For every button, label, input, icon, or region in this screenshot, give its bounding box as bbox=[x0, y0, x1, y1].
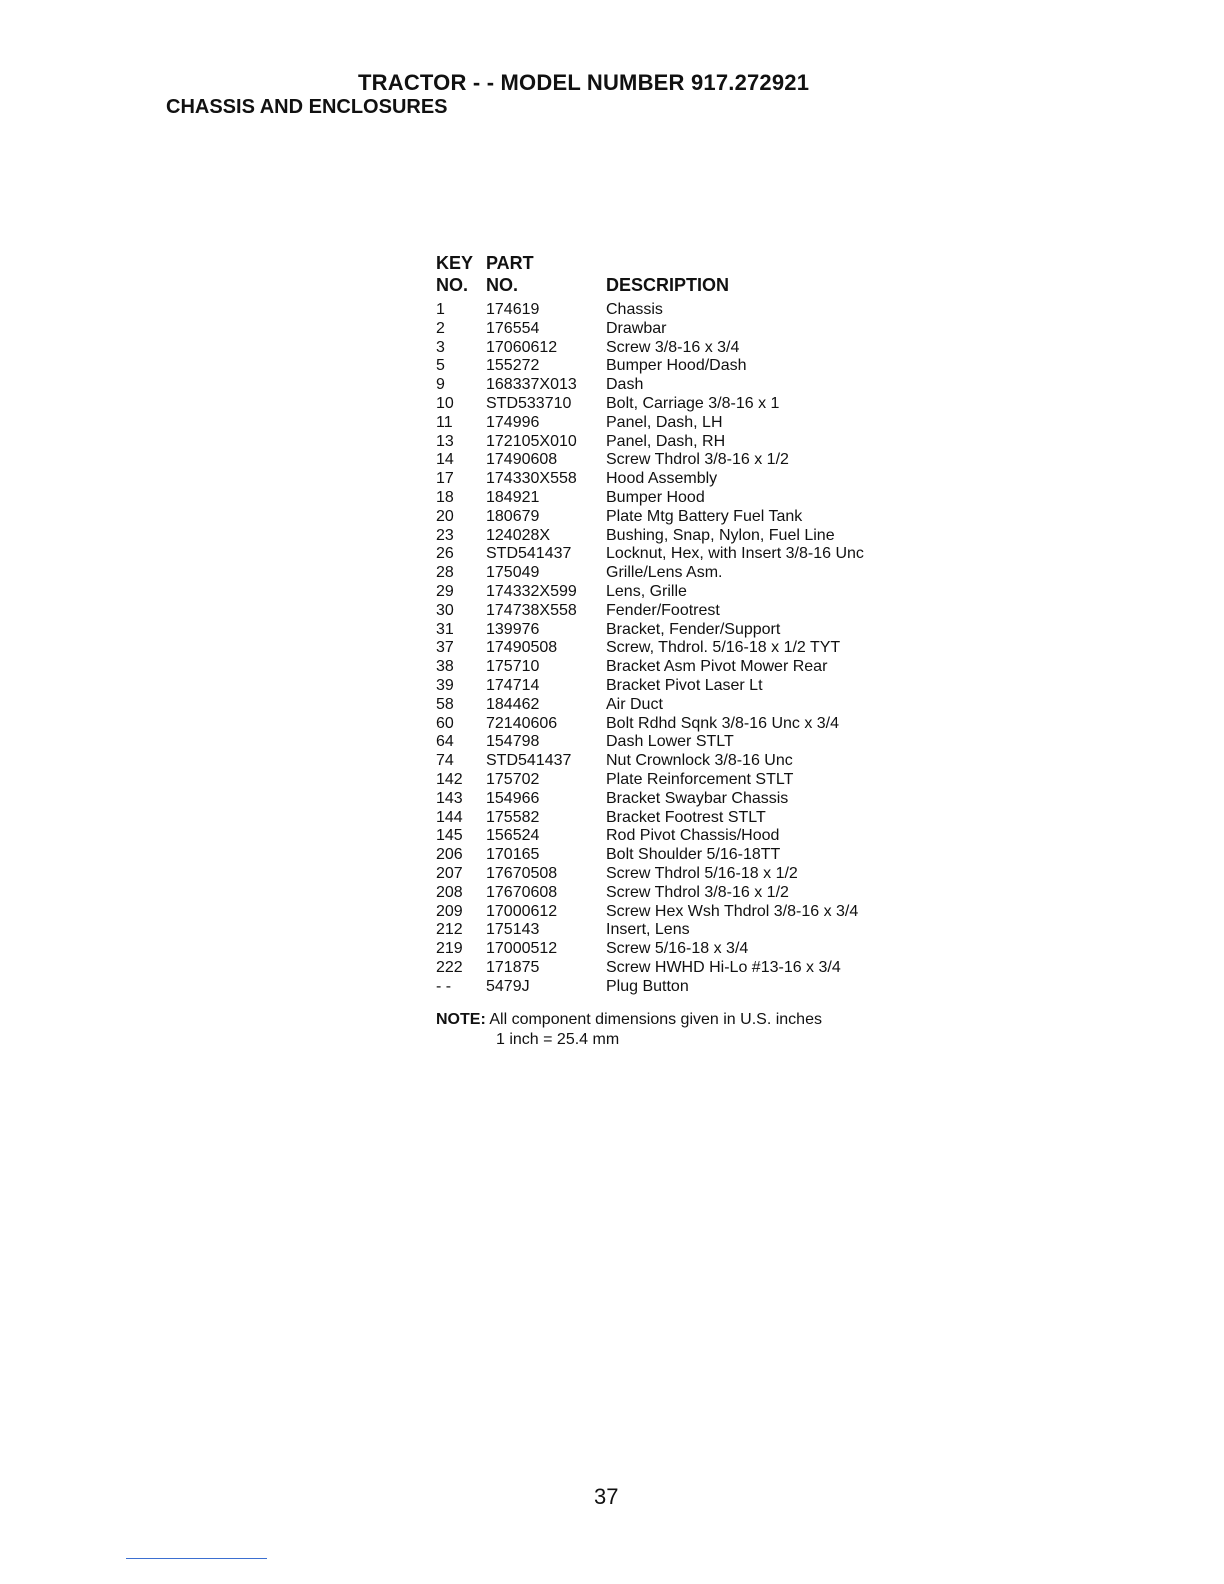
key-no: 60 bbox=[436, 714, 454, 732]
description: Bracket Pivot Laser Lt bbox=[606, 676, 763, 694]
description: Dash bbox=[606, 376, 644, 394]
description: Air Duct bbox=[606, 695, 663, 713]
key-no: 37 bbox=[436, 639, 454, 657]
part-no: 17000512 bbox=[486, 940, 558, 958]
part-no: STD533710 bbox=[486, 394, 572, 412]
header-part-line1: PART bbox=[486, 253, 534, 273]
key-no: 207 bbox=[436, 864, 463, 882]
key-no: 212 bbox=[436, 921, 463, 939]
key-no: 2 bbox=[436, 319, 445, 337]
description: Screw Hex Wsh Thdrol 3/8-16 x 3/4 bbox=[606, 902, 859, 920]
part-no: 154798 bbox=[486, 733, 540, 751]
part-no: 139976 bbox=[486, 620, 540, 638]
note-label: NOTE: bbox=[436, 1011, 486, 1028]
part-no: 174332X599 bbox=[486, 582, 577, 600]
key-no: 38 bbox=[436, 658, 454, 676]
description: Screw HWHD Hi-Lo #13-16 x 3/4 bbox=[606, 958, 841, 976]
key-no: 145 bbox=[436, 827, 463, 845]
key-no: 206 bbox=[436, 846, 463, 864]
description: Fender/Footrest bbox=[606, 601, 720, 619]
page-number: 37 bbox=[594, 1484, 619, 1509]
description: Hood Assembly bbox=[606, 470, 718, 488]
part-no: 172105X010 bbox=[486, 432, 577, 450]
page-title: TRACTOR - - MODEL NUMBER 917.272921 bbox=[358, 70, 810, 95]
part-no: 174619 bbox=[486, 301, 540, 318]
description: Panel, Dash, RH bbox=[606, 432, 726, 450]
description: Locknut, Hex, with Insert 3/8-16 Unc bbox=[606, 545, 864, 563]
key-no: 28 bbox=[436, 564, 454, 582]
description: Rod Pivot Chassis/Hood bbox=[606, 827, 780, 845]
key-no: 1 bbox=[436, 301, 445, 318]
key-no: 13 bbox=[436, 432, 454, 450]
part-no: 17490508 bbox=[486, 639, 558, 657]
part-no: 170165 bbox=[486, 846, 540, 864]
part-no: 174714 bbox=[486, 676, 540, 694]
key-no: 3 bbox=[436, 338, 445, 356]
description: Bracket Footrest STLT bbox=[606, 808, 766, 826]
key-no: 23 bbox=[436, 526, 454, 544]
key-no: 18 bbox=[436, 488, 454, 506]
key-no: 142 bbox=[436, 770, 463, 788]
key-no: 20 bbox=[436, 507, 454, 525]
description: Screw Thdrol 5/16-18 x 1/2 bbox=[606, 864, 798, 882]
part-no: 174996 bbox=[486, 413, 540, 431]
key-no: 17 bbox=[436, 470, 454, 488]
key-no: 219 bbox=[436, 940, 463, 958]
part-no: 17000612 bbox=[486, 902, 558, 920]
key-no: 14 bbox=[436, 451, 454, 469]
description: Grille/Lens Asm. bbox=[606, 564, 723, 582]
description: Plug Button bbox=[606, 977, 689, 995]
part-no: 17670508 bbox=[486, 864, 558, 882]
description: Screw 5/16-18 x 3/4 bbox=[606, 940, 749, 958]
part-no: 175049 bbox=[486, 564, 540, 582]
part-no: 184462 bbox=[486, 695, 540, 713]
part-no: 180679 bbox=[486, 507, 540, 525]
description: Bracket Asm Pivot Mower Rear bbox=[606, 658, 828, 676]
description: Bracket, Fender/Support bbox=[606, 620, 781, 638]
description: Dash Lower STLT bbox=[606, 733, 734, 751]
key-no: 5 bbox=[436, 357, 445, 375]
key-no: 74 bbox=[436, 752, 454, 770]
header-key-line1: KEY bbox=[436, 253, 474, 273]
part-no: 155272 bbox=[486, 357, 540, 375]
footer-rule bbox=[126, 1558, 267, 1559]
description: Bumper Hood/Dash bbox=[606, 357, 747, 375]
description: Screw Thdrol 3/8-16 x 1/2 bbox=[606, 451, 789, 469]
key-no: 26 bbox=[436, 545, 454, 563]
note-conversion: 1 inch = 25.4 mm bbox=[496, 1031, 620, 1048]
description: Screw Thdrol 3/8-16 x 1/2 bbox=[606, 883, 789, 901]
description: Bushing, Snap, Nylon, Fuel Line bbox=[606, 526, 835, 544]
key-no: 30 bbox=[436, 601, 454, 619]
key-no: 31 bbox=[436, 620, 454, 638]
header-description: DESCRIPTION bbox=[606, 275, 730, 295]
key-no: 11 bbox=[436, 413, 453, 431]
part-no: 17060612 bbox=[486, 338, 558, 356]
description: Bumper Hood bbox=[606, 488, 705, 506]
part-no: 154966 bbox=[486, 789, 540, 807]
part-no: 174738X558 bbox=[486, 601, 577, 619]
header-part-line2: NO. bbox=[486, 275, 519, 295]
description: Chassis bbox=[606, 301, 663, 318]
description: Drawbar bbox=[606, 319, 667, 337]
key-no: 39 bbox=[436, 676, 454, 694]
header-key-line2: NO. bbox=[436, 275, 469, 295]
note bbox=[436, 1010, 822, 1050]
key-no: 209 bbox=[436, 902, 463, 920]
key-no: 58 bbox=[436, 695, 454, 713]
key-no: 208 bbox=[436, 883, 463, 901]
part-no: 17490608 bbox=[486, 451, 558, 469]
key-no: 10 bbox=[436, 394, 454, 412]
description: Bolt Shoulder 5/16-18TT bbox=[606, 846, 781, 864]
description: Plate Reinforcement STLT bbox=[606, 770, 794, 788]
description: Bolt Rdhd Sqnk 3/8-16 Unc x 3/4 bbox=[606, 714, 840, 732]
description: Screw, Thdrol. 5/16-18 x 1/2 TYT bbox=[606, 639, 841, 657]
description: Nut Crownlock 3/8-16 Unc bbox=[606, 752, 793, 770]
part-no: 175702 bbox=[486, 770, 540, 788]
description: Bracket Swaybar Chassis bbox=[606, 789, 789, 807]
key-no: 143 bbox=[436, 789, 463, 807]
key-no: 9 bbox=[436, 376, 445, 394]
part-no: 124028X bbox=[486, 526, 551, 544]
part-no: 5479J bbox=[486, 977, 530, 995]
key-no: - - bbox=[436, 977, 452, 995]
description: Bolt, Carriage 3/8-16 x 1 bbox=[606, 394, 780, 412]
description: Plate Mtg Battery Fuel Tank bbox=[606, 507, 803, 525]
part-no: 184921 bbox=[486, 488, 540, 506]
description: Lens, Grille bbox=[606, 582, 687, 600]
part-no: STD541437 bbox=[486, 545, 572, 563]
description: Panel, Dash, LH bbox=[606, 413, 723, 431]
part-no: 175710 bbox=[486, 658, 540, 676]
part-no: 171875 bbox=[486, 958, 540, 976]
part-no: 156524 bbox=[486, 827, 540, 845]
part-no: 17670608 bbox=[486, 883, 558, 901]
part-no: 176554 bbox=[486, 319, 540, 337]
section-subtitle: CHASSIS AND ENCLOSURES bbox=[166, 96, 448, 118]
key-no: 29 bbox=[436, 582, 454, 600]
key-no: 222 bbox=[436, 958, 463, 976]
part-no: 175582 bbox=[486, 808, 540, 826]
part-no: 175143 bbox=[486, 921, 540, 939]
note-text: All component dimensions given in U.S. inches bbox=[489, 1011, 822, 1028]
part-no: 174330X558 bbox=[486, 470, 577, 488]
part-no: STD541437 bbox=[486, 752, 572, 770]
part-no: 168337X013 bbox=[486, 376, 577, 394]
description: Screw 3/8-16 x 3/4 bbox=[606, 338, 740, 356]
key-no: 64 bbox=[436, 733, 454, 751]
key-no: 144 bbox=[436, 808, 463, 826]
part-no: 72140606 bbox=[486, 714, 558, 732]
description: Insert, Lens bbox=[606, 921, 690, 939]
